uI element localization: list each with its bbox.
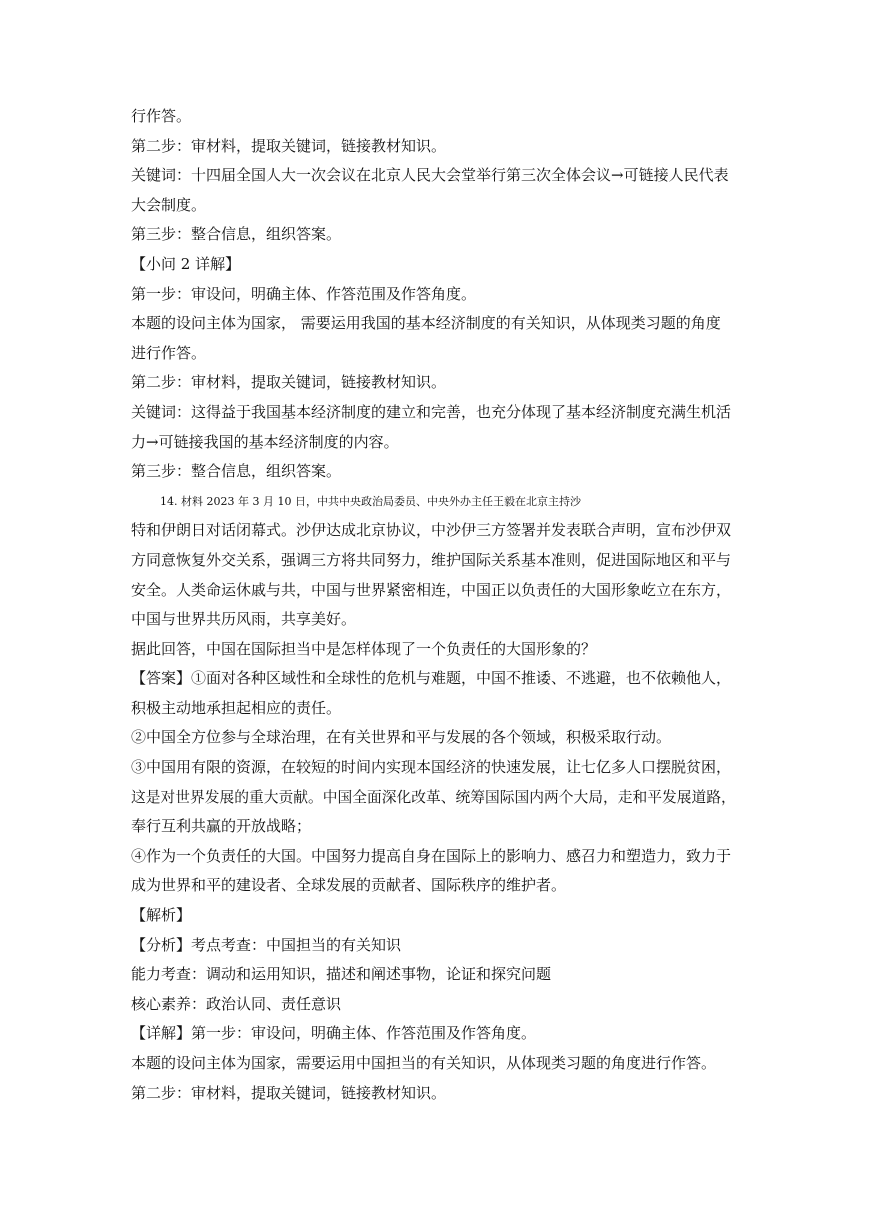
text-line: 【答案】①面对各种区域性和全球性的危机与难题，中国不推诿、不逃避，也不依赖他人， [131, 669, 732, 688]
text-line: 【详解】第一步：审设问，明确主体、作答范围及作答角度。 [131, 1024, 537, 1043]
text-line: 第二步：审材料，提取关键词，链接教材知识。 [131, 373, 447, 392]
text-line: 能力考查：调动和运用知识，描述和阐述事物，论证和探究问题 [131, 965, 552, 984]
text-line: 大会制度。 [131, 195, 207, 214]
text-line: ④作为一个负责任的大国。中国努力提高自身在国际上的影响力、感召力和塑造力，致力于 [131, 846, 732, 865]
text-line: 第三步：整合信息，组织答案。 [131, 462, 342, 481]
text-line: 力→可链接我国的基本经济制度的内容。 [131, 432, 399, 451]
document-body [131, 102, 743, 1108]
text-line: 这是对世界发展的重大贡献。中国全面深化改革、统筹国际国内两个大局，走和平发展道路， [131, 788, 736, 806]
text-line: 积极主动地承担起相应的责任。 [131, 698, 342, 717]
text-line: 【小问 2 详解】 [131, 254, 241, 273]
text-line: 14. 材料 2023 年 3 月 10 日，中共中央政治局委员、中央外办主任王毅在北京主持沙 [160, 494, 581, 508]
text-line: ③中国用有限的资源，在较短的时间内实现本国经济的快速发展，让七亿多人口摆脱贫困， [131, 758, 732, 777]
text-line: 进行作答。 [131, 343, 207, 362]
text-line: 特和伊朗日对话闭幕式。沙伊达成北京协议，中沙伊三方签署并发表联合声明，宣布沙伊双 [131, 521, 732, 540]
text-line: 核心素养：政治认同、责任意识 [131, 994, 342, 1013]
text-line: 行作答。 [131, 107, 192, 125]
text-line: 关键词：十四届全国人大一次会议在北京人民大会堂举行第三次全体会议→可链接人民代表 [131, 166, 729, 185]
text-line: 第二步：审材料，提取关键词，链接教材知识。 [131, 136, 447, 155]
text-line: 关键词：这得益于我国基本经济制度的建立和完善，也充分体现了基本经济制度充满生机活 [131, 402, 732, 421]
text-line: 成为世界和平的建设者、全球发展的贡献者、国际秩序的维护者。 [131, 876, 567, 895]
text-line: 据此回答，中国在国际担当中是怎样体现了一个负责任的大国形象的？ [131, 639, 597, 658]
text-line: 第二步：审材料，提取关键词，链接教材知识。 [131, 1083, 447, 1102]
text-line: 安全。人类命运休戚与共，中国与世界紧密相连，中国正以负责任的大国形象屹立在东方， [131, 580, 732, 599]
text-line: 中国与世界共历风雨，共享美好。 [131, 610, 357, 629]
text-line: ②中国全方位参与全球治理，在有关世界和平与发展的各个领域，积极采取行动。 [131, 728, 672, 747]
text-line: 第一步：审设问，明确主体、作答范围及作答角度。 [131, 284, 477, 303]
text-line: 奉行互利共赢的开放战略； [131, 817, 312, 836]
text-line: 本题的设问主体为国家， 需要运用我国的基本经济制度的有关知识，从体现类习题的角度 [131, 314, 721, 333]
text-line: 方同意恢复外交关系，强调三方将共同努力，维护国际关系基本准则，促进国际地区和平与 [131, 550, 732, 569]
text-line: 第三步：整合信息，组织答案。 [131, 225, 342, 244]
text-line: 【解析】 [131, 906, 192, 925]
text-line: 本题的设问主体为国家，需要运用中国担当的有关知识，从体现类习题的角度进行作答。 [131, 1054, 717, 1072]
text-line: 【分析】考点考查：中国担当的有关知识 [131, 935, 402, 954]
